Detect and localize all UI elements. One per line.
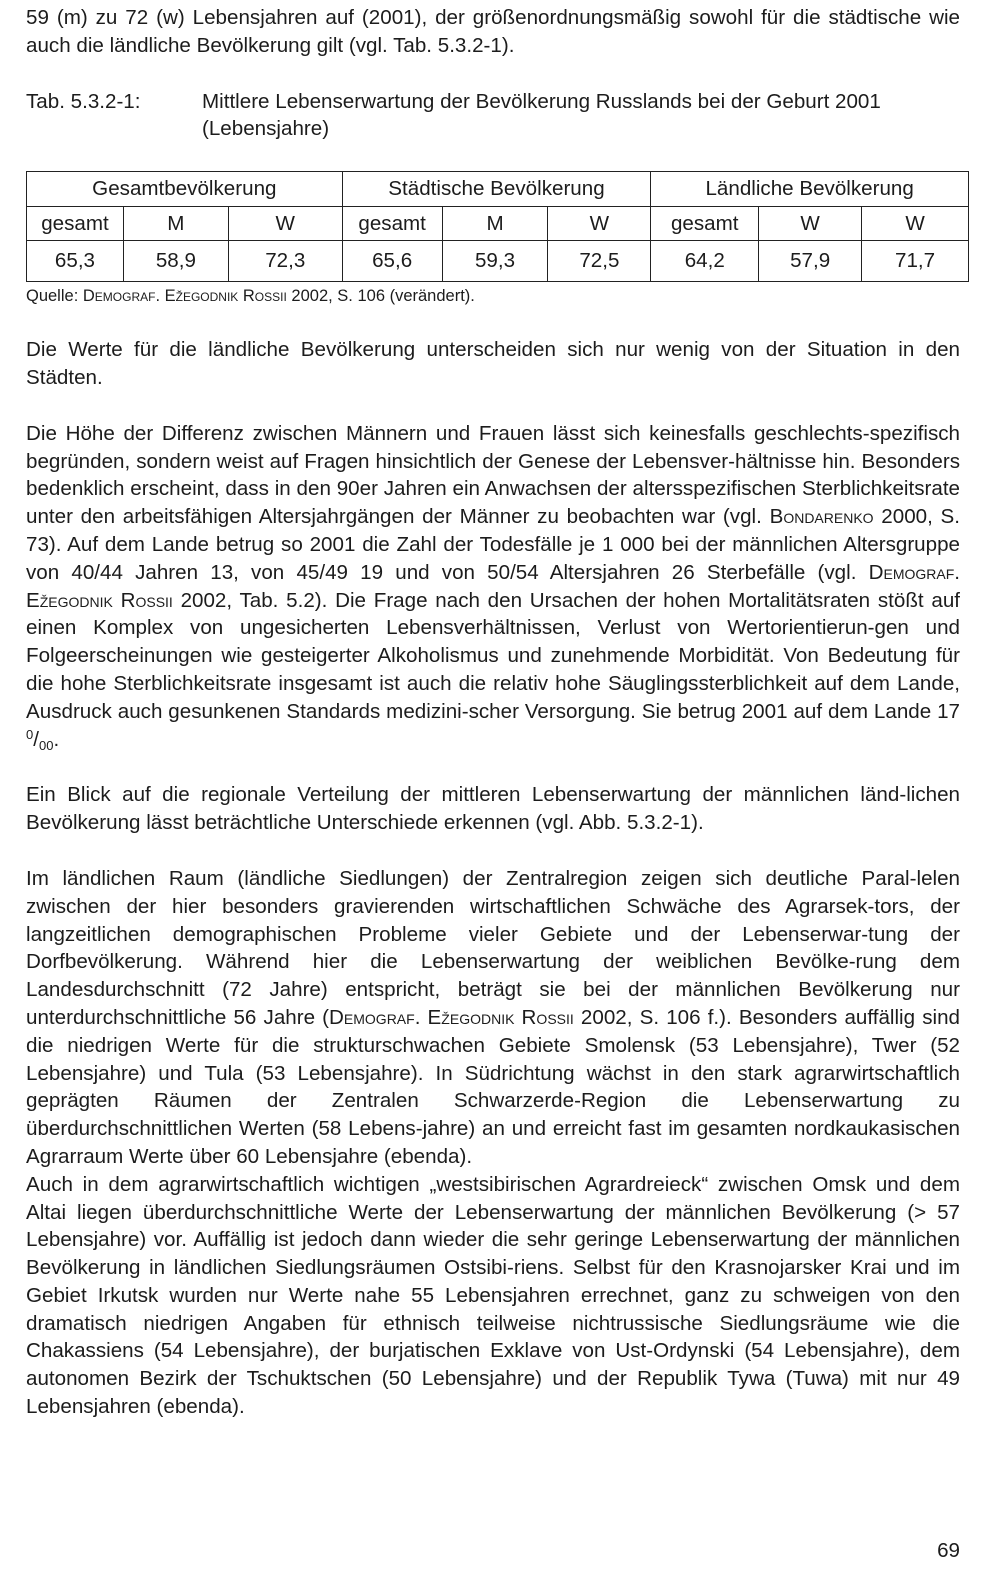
table-sub-header: gesamt <box>342 207 442 241</box>
table-cell: 72,5 <box>548 241 651 282</box>
table-cell: 57,9 <box>759 241 862 282</box>
table-cell: 58,9 <box>123 241 228 282</box>
paragraph-text: 2002, S. 106 f.). Besonders auffällig sind die niedrigen Werte für die strukturschwachen Gebiete Smolensk (53 Lebensjahre), Twer (52 Lebensjahre) und Tula (53 Lebensjahre). In Südrichtung wächst in den stark agrarwirtschaftlich geprägten Räumen der Zentralen Schwarzerde-Region die Lebenserwartung zu überdurchschnittlichen Werten (58 Lebens-jahre) an und erreicht fast im gesamten nordkaukasischen Agrarraum Werte über 60 Lebensjahre (ebenda). <box>26 1005 960 1168</box>
paragraph <box>26 865 960 1171</box>
citation: Demograf. Ežegodnik Rossii <box>329 1005 574 1029</box>
table-cell: 59,3 <box>442 241 548 282</box>
table-cell: 65,6 <box>342 241 442 282</box>
table-sub-header: M <box>123 207 228 241</box>
citation: Demograf. Ežegodnik Rossii <box>26 560 960 612</box>
document-page <box>26 4 960 1421</box>
paragraph-text: Die Höhe der Differenz zwischen Männern und Frauen lässt sich keinesfalls geschlechts-spezifisch begründen, sondern weist auf Fragen hinsichtlich der Genese der Lebensver-hältnisse hin. Besonders bedenklich erscheint, dass in den 90er Jahren ein Anwachsen der altersspezifischen Sterblichkeitsrate unter den arbeitsfähigen Altersjahrgängen der Männer zu beobachten war (vgl. <box>26 421 960 529</box>
table-cell: 64,2 <box>651 241 759 282</box>
paragraph: Auch in dem agrarwirtschaftlich wichtigen „westsibirischen Agrardreieck“ zwischen Omsk und dem Altai liegen überdurchschnittliche Werte der Lebenserwartung der männlichen Bevölkerung (> 57 Lebensjahre) vor. Auffällig ist jedoch dann wieder die sehr geringe Lebenserwartung der männlichen Bevölkerung in ländlichen Siedlungsräumen Ostsibi-riens. Selbst für den Krasnojarsker Krai und im Gebiet Irkutsk wurden nur Werte nahe 55 Lebensjahren errechnet, ganz zu schweigen von den dramatisch niedrigen Angaben für ethnisch teilweise nichtrussische Siedlungsräume wie die Chakassiens (54 Lebensjahre), der burjatischen Exklave von Ust-Ordynski (54 Lebensjahre), dem autonomen Bezirk der Tschuktschen (50 Lebensjahre) und der Republik Tywa (Tuwa) mit nur 49 Lebensjahren (ebenda). <box>26 1172 960 1419</box>
table-sub-header: W <box>548 207 651 241</box>
table-sub-header: gesamt <box>651 207 759 241</box>
life-expectancy-table <box>26 171 969 282</box>
source-prefix: Quelle: <box>26 287 83 306</box>
table-sub-header: W <box>759 207 862 241</box>
paragraph-end: . <box>53 727 60 751</box>
page-number: 69 <box>937 1539 960 1563</box>
table-caption-label: Tab. 5.3.2-1: <box>26 89 141 113</box>
table-sub-header-row <box>27 207 969 241</box>
paragraph: Ein Blick auf die regionale Verteilung der mittleren Lebenserwartung der männlichen länd-lichen Bevölkerung lässt beträchtliche Unterschiede erkennen (vgl. Abb. 5.3.2-1). <box>26 783 960 835</box>
table-cell: 72,3 <box>228 241 342 282</box>
paragraph <box>26 420 960 754</box>
paragraph-text: Im ländlichen Raum (ländliche Siedlungen) der Zentralregion zeigen sich deutliche Paral-lelen zwischen der hier besonders gravierenden wirtschaftlichen Schwäche des Agrarsek-tors, der langzeitlichen demographischen Probleme vieler Gebiete und der Lebenserwar-tung der Dorfbevölkerung. Während hier die Lebenserwartung der weiblichen Bevölke-rung dem Landesdurchschnitt (72 Jahre) entspricht, beträgt sie bei der männlichen Bevölkerung nur unterdurchschnittliche 56 Jahre ( <box>26 866 960 1029</box>
permille-slash: / <box>33 727 39 751</box>
source-rest: 2002, S. 106 (verändert). <box>286 287 475 306</box>
source-author: Demograf. Ežegodnik Rossii <box>82 287 287 306</box>
table-sub-header: M <box>442 207 548 241</box>
paragraph-text: 2002, Tab. 5.2). Die Frage nach den Ursachen der hohen Mortalitätsraten stößt auf einen Komplex von ungesicherten Lebensverhältnissen, Verlust von Wertorientierun-gen und Folgeerscheinungen wie gesteigerter Alkoholismus und zunehmende Morbidität. Von Bedeutung für die hohe Sterblichkeitsrate insgesamt ist auch die relativ hohe Säuglingssterblichkeit auf dem Lande, Ausdruck auch gesunkenen Standards medizini-scher Versorgung. Sie betrug 2001 auf dem Lande 17 <box>26 588 961 723</box>
table-sub-header: W <box>228 207 342 241</box>
table-caption <box>26 88 960 144</box>
permille-sup: 0 <box>26 726 34 742</box>
citation: Bondarenko <box>769 505 874 529</box>
table-caption-title: Mittlere Lebenserwartung der Bevölkerung Russlands bei der Geburt 2001 (Lebensjahre) <box>202 89 881 141</box>
table-source <box>26 284 960 308</box>
table-group-header-row <box>27 172 969 207</box>
table-sub-header: W <box>862 207 969 241</box>
intro-paragraph: 59 (m) zu 72 (w) Lebensjahren auf (2001), der größenordnungsmäßig sowohl für die städtische wie auch die ländliche Bevölkerung gilt (vgl. Tab. 5.3.2-1). <box>26 6 960 57</box>
paragraph: Die Werte für die ländliche Bevölkerung unterscheiden sich nur wenig von der Situation in den Städten. <box>26 338 960 389</box>
table-cell: 71,7 <box>862 241 969 282</box>
table-cell: 65,3 <box>27 241 124 282</box>
table-sub-header: gesamt <box>27 207 124 241</box>
table-group-header: Städtische Bevölkerung <box>342 172 651 207</box>
permille-sub: 00 <box>38 737 54 753</box>
paragraph-text: 2000, S. 73). Auf dem Lande betrug so 2001 die Zahl der Todesfälle je 1 000 bei der männlichen Altersgruppe von 40/44 Jahren 13, von 45/49 19 und von 50/54 Altersjahren 26 Sterbefälle (vgl. <box>26 505 961 584</box>
table-group-header: Gesamtbevölkerung <box>27 172 343 207</box>
table-row <box>27 241 969 282</box>
table-group-header: Ländliche Bevölkerung <box>651 172 969 207</box>
